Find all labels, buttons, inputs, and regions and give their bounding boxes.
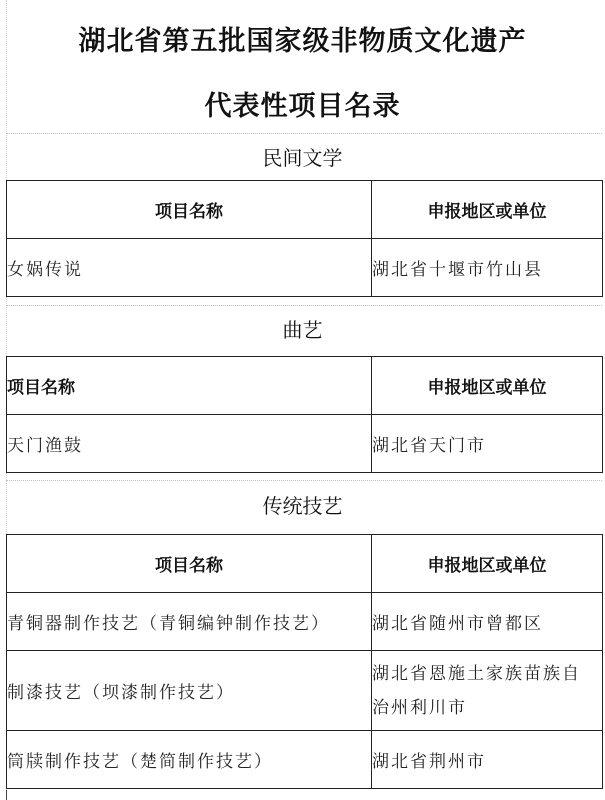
separator-line [6, 305, 602, 306]
region-cell: 湖北省随州市曾都区 [372, 593, 603, 651]
section-heading-traditional-crafts: 传统技艺 [262, 494, 343, 518]
table-traditional-crafts [6, 534, 603, 789]
column-header-project-name: 项目名称 [7, 357, 372, 415]
table-row [7, 415, 603, 473]
column-header-project-name: 项目名称 [7, 535, 372, 593]
project-name-cell: 制漆技艺（坝漆制作技艺） [7, 651, 372, 731]
region-cell: 湖北省荆州市 [372, 731, 603, 789]
project-name-cell: 女娲传说 [7, 239, 372, 297]
project-name-cell: 青铜器制作技艺（青铜编钟制作技艺） [7, 593, 372, 651]
table-row [7, 731, 603, 789]
table-folk-literature [6, 180, 603, 297]
document-title-line-1: 湖北省第五批国家级非物质文化遗产 [78, 26, 527, 57]
region-cell [372, 651, 603, 731]
separator-line [6, 480, 602, 481]
table-header-row [7, 181, 603, 239]
region-cell: 湖北省十堰市竹山县 [372, 239, 603, 297]
table-row [7, 651, 603, 731]
column-header-project-name: 项目名称 [7, 181, 372, 239]
document-title-line-2: 代表性项目名录 [204, 91, 401, 122]
table-header-row [7, 357, 603, 415]
page-edge-mark [6, 790, 7, 800]
table-header-row [7, 535, 603, 593]
table-row [7, 239, 603, 297]
column-header-region: 申报地区或单位 [372, 535, 603, 593]
table-quyi [6, 356, 603, 473]
region-cell-line-2: 治州利川市 [372, 697, 467, 718]
region-cell: 湖北省天门市 [372, 415, 603, 473]
region-cell-line-1: 湖北省恩施土家族苗族自 [372, 663, 581, 684]
project-name-cell: 天门渔鼓 [7, 415, 372, 473]
separator-line [6, 133, 602, 134]
column-header-region: 申报地区或单位 [372, 181, 603, 239]
section-heading-folk-literature: 民间文学 [262, 146, 343, 170]
section-heading-quyi: 曲艺 [282, 318, 323, 342]
column-header-region: 申报地区或单位 [372, 357, 603, 415]
project-name-cell: 筒牍制作技艺（楚简制作技艺） [7, 731, 372, 789]
table-row [7, 593, 603, 651]
